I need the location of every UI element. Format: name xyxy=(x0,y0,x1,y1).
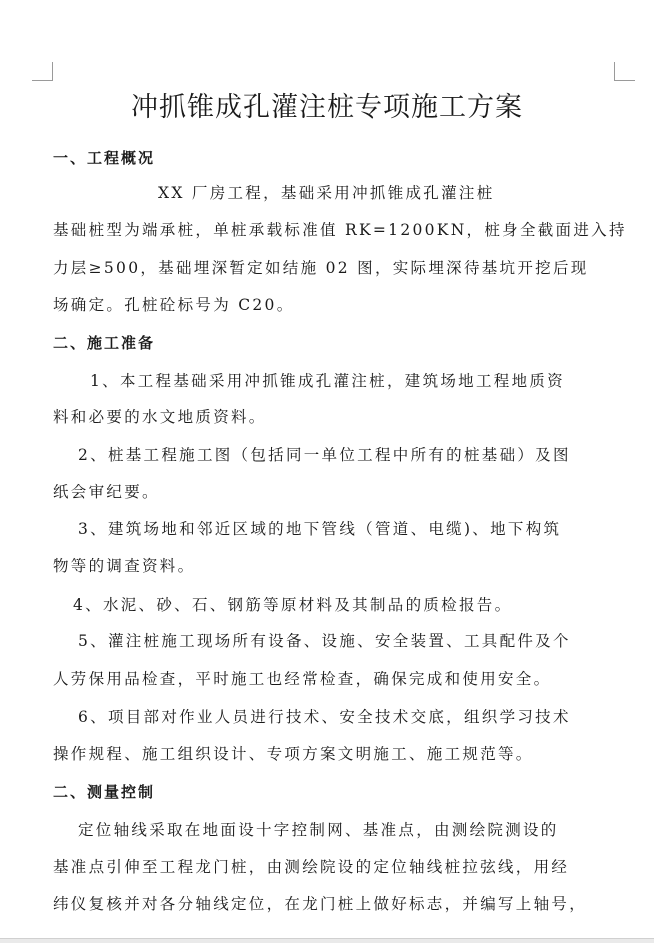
list-item-line: 料和必要的水文地质资料。 xyxy=(53,408,267,426)
margin-corner-mark-top-left xyxy=(32,62,53,81)
paragraph-line: 基准点引伸至工程龙门桩，由测绘院设的定位轴线桩拉弦线，用经 xyxy=(53,858,570,876)
list-item-line: 纸会审纪要。 xyxy=(53,483,160,501)
section-heading-survey-control: 二、测量控制 xyxy=(53,783,156,801)
list-item-line: 5、灌注桩施工现场所有设备、设施、安全装置、工具配件及个 xyxy=(78,632,571,650)
paragraph-line: 力层≥500，基础埋深暂定如结施 02 图，实际埋深待基坑开挖后现 xyxy=(53,259,589,277)
list-item-line: 物等的调查资料。 xyxy=(53,557,196,575)
paragraph-line: 定位轴线采取在地面设十字控制网、基准点，由测绘院测设的 xyxy=(78,821,559,839)
paragraph-line: 纬仪复核并对各分轴线定位，在龙门桩上做好标志，并编写上轴号， xyxy=(53,895,588,913)
paragraph-line: 场确定。孔桩砼标号为 C20。 xyxy=(53,296,295,314)
margin-corner-mark-top-right xyxy=(614,62,635,81)
page-bottom-edge xyxy=(0,938,654,943)
list-item-line: 6、项目部对作业人员进行技术、安全技术交底，组织学习技术 xyxy=(78,708,571,726)
section-heading-preparation: 二、施工准备 xyxy=(53,334,156,352)
list-item-line: 操作规程、施工组织设计、专项方案文明施工、施工规范等。 xyxy=(53,745,534,763)
paragraph-line: 基础桩型为端承桩，单桩承载标准值 RK=1200KN，桩身全截面进入持 xyxy=(53,221,627,239)
document-title: 冲抓锥成孔灌注桩专项施工方案 xyxy=(131,92,523,123)
list-item-line: 1、本工程基础采用冲抓锥成孔灌注桩，建筑场地工程地质资 xyxy=(90,372,565,390)
section-heading-overview: 一、工程概况 xyxy=(53,149,156,167)
list-item-line: 人劳保用品检查，平时施工也经常检查，确保完成和使用安全。 xyxy=(53,670,552,688)
list-item-line: 4、水泥、砂、石、钢筋等原材料及其制品的质检报告。 xyxy=(73,596,513,614)
list-item-line: 2、桩基工程施工图（包括同一单位工程中所有的桩基础）及图 xyxy=(78,446,571,464)
paragraph-line: XX 厂房工程，基础采用冲抓锥成孔灌注桩 xyxy=(158,184,495,202)
list-item-line: 3、建筑场地和邻近区域的地下管线（管道、电缆)、地下构筑 xyxy=(78,520,562,538)
